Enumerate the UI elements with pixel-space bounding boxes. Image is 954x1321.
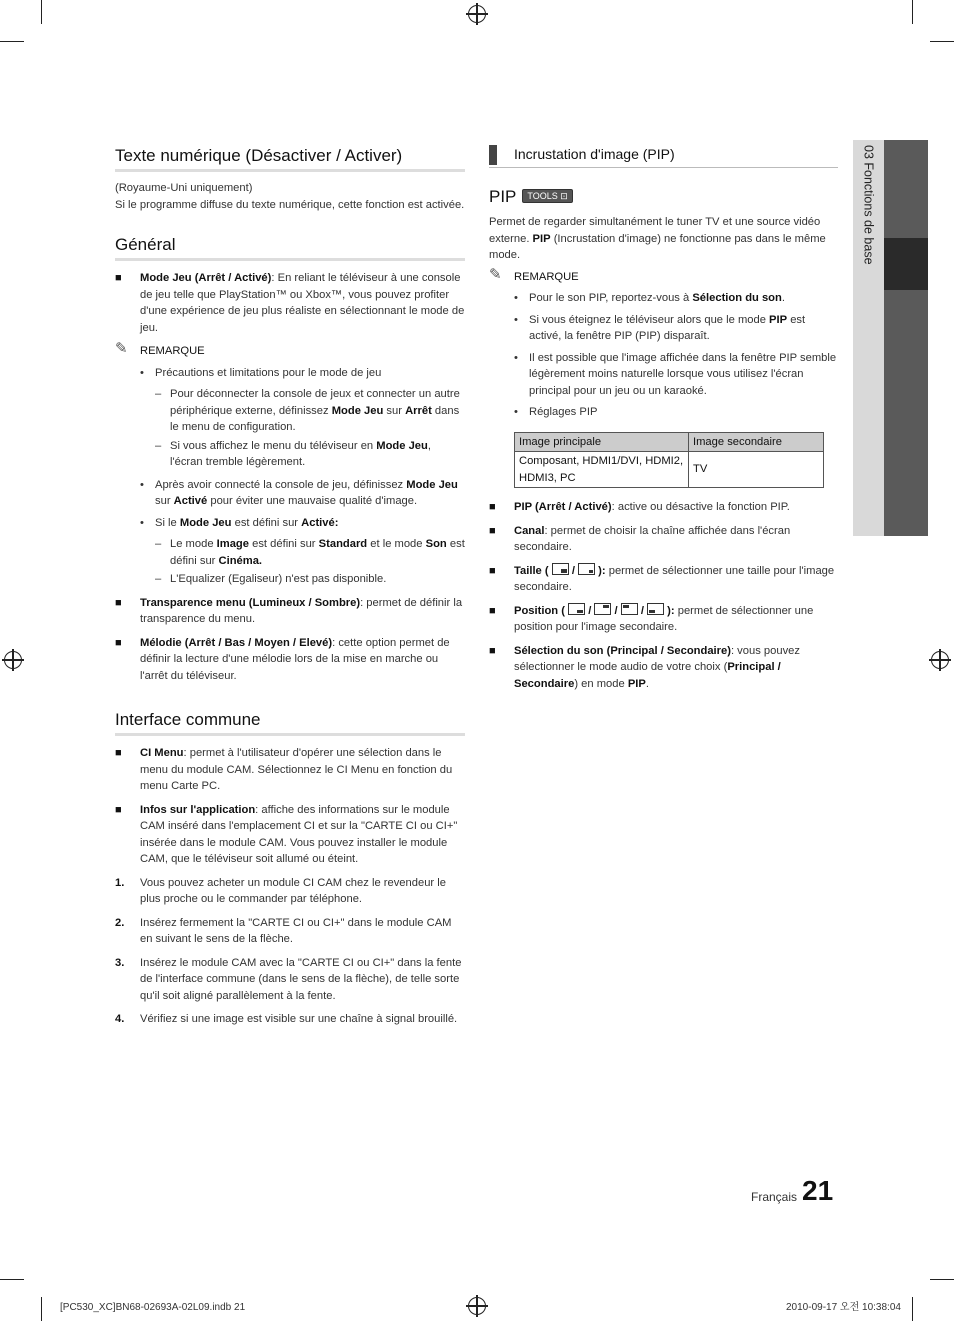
chapter-tab-marker <box>884 238 928 290</box>
page-number: 21 <box>802 1175 834 1206</box>
bullet-item: • Si vous éteignez le téléviseur alors que le mode PIP est activé, la fenêtre PIP (PIP) disparaît. <box>514 313 806 342</box>
step-item: 4. Vérifiez si une image est visible sur une chaîne à signal brouillé. <box>115 1013 458 1025</box>
pip-size-small-icon <box>578 563 595 575</box>
pip-description: Permet de regarder simultanément le tuner TV et une source vidéo externe. PIP (Incrustation d'image) ne fonctionne pas dans le même mode. <box>489 216 826 261</box>
note-heading: ✎ REMARQUE <box>115 340 205 357</box>
registration-mark-icon <box>931 651 949 669</box>
bullet-item: • Après avoir connecté la console de jeu, définissez Mode Jeu sur Activé pour éviter une mauvaise qualité d'image. <box>140 478 458 507</box>
chapter-tab-band <box>884 140 928 536</box>
chapter-label: 03 Fonctions de base <box>861 145 876 265</box>
registration-mark-icon <box>468 5 486 23</box>
list-item-channel: ■ Canal: permet de choisir la chaîne affichée dans l'écran secondaire. <box>489 524 791 553</box>
tools-button-icon: TOOLS ⊡ <box>522 189 572 203</box>
digital-text-description: Si le programme diffuse du texte numérique, cette fonction est activée. <box>115 198 465 211</box>
bullet-item: • Réglages PIP <box>514 406 598 418</box>
table-header: Image principale <box>515 432 689 452</box>
bullet-item: • Si le Mode Jeu est défini sur Activé: <box>140 516 339 529</box>
pip-bottom-left-icon <box>647 603 664 615</box>
list-item-size: ■ Taille ( / ): permet de sélectionner une taille pour l'image secondaire. <box>489 564 835 593</box>
pip-title: PIP TOOLS ⊡ <box>489 186 838 208</box>
pip-top-left-icon <box>621 603 638 615</box>
bullet-item: • Il est possible que l'image affichée dans la fenêtre PIP semble légèrement moins naturelle lorsque vous utilisez l'écran principal pour un jeu ou un karaoké. <box>514 351 837 397</box>
pencil-icon: ✎ <box>115 340 128 357</box>
dash-item: – Le mode Image est défini sur Standard et le mode Son est défini sur Cinéma. <box>155 538 465 567</box>
step-item: 3. Insérez le module CAM avec la "CARTE CI ou CI+" dans la fente de l'interface commune (dans le sens de la flèche), de telle sorte qu'il soit aligné parallèlement à la fente. <box>115 956 462 1002</box>
step-item: 1. Vous pouvez acheter un module CI CAM chez le revendeur le plus proche ou le commander par téléphone. <box>115 876 446 905</box>
section-title-digital-text: Texte numérique (Désactiver / Activer) <box>115 146 465 172</box>
bullet-item: • Précautions et limitations pour le mode de jeu <box>140 366 382 379</box>
pip-bottom-right-icon <box>568 603 585 615</box>
table-cell: TV <box>689 452 824 488</box>
pip-settings-table <box>514 432 824 489</box>
step-item: 2. Insérez fermement la "CARTE CI ou CI+" dans le module CAM en suivant le sens de la flèche. <box>115 916 452 945</box>
dash-item: – Pour déconnecter la console de jeux et connecter un autre périphérique externe, définissez Mode Jeu sur Arrêt dans le menu de configuration. <box>155 388 460 433</box>
table-header: Image secondaire <box>689 432 824 452</box>
pip-size-large-icon <box>552 563 569 575</box>
section-title-general: Général <box>115 235 465 261</box>
dash-item: – L'Equalizer (Egaliseur) n'est pas disponible. <box>155 573 387 585</box>
list-item-menu-transparency: ■ Transparence menu (Lumineux / Sombre): permet de définir la transparence du menu. <box>115 596 463 625</box>
note-heading: ✎ REMARQUE <box>489 265 579 283</box>
list-item-melody: ■ Mélodie (Arrêt / Bas / Moyen / Elevé): cette option permet de définir la lecture d'une mélodie lors de la mise en marche ou l'arrêt du téléviseur. <box>115 636 450 682</box>
list-item-game-mode: ■ Mode Jeu (Arrêt / Activé): En reliant le téléviseur à une console de jeu telle que PlayStation™ ou Xbox™, vous pouvez profiter d'une expérience de jeu plus réaliste en sélectionnant le mode de jeu. <box>115 272 465 334</box>
region-note: (Royaume-Uni uniquement) <box>115 182 253 194</box>
print-date: 2010-09-17 오전 10:38:04 <box>786 1302 901 1313</box>
registration-mark-icon <box>4 651 22 669</box>
right-column <box>489 145 838 699</box>
section-header-pip: Incrustation d'image (PIP) <box>489 145 838 168</box>
list-item-app-info: ■ Infos sur l'application: affiche des informations sur le module CAM inséré dans l'emplacement CI et sur la "CARTE CI ou CI+" insérée dans le module CAM. Vous pouvez installer le module CAM, que le téléviseur soit allumé ou éteint. <box>115 803 458 865</box>
header-bar-icon <box>489 145 497 165</box>
language-label: Français <box>751 1190 798 1204</box>
pip-top-right-icon <box>594 603 611 615</box>
list-item-pip-toggle: ■ PIP (Arrêt / Activé): active ou désactive la fonction PIP. <box>489 501 790 513</box>
table-cell: Composant, HDMI1/DVI, HDMI2, HDMI3, PC <box>515 452 689 488</box>
left-column <box>115 146 465 1035</box>
file-slug: [PC530_XC]BN68-02693A-02L09.indb 21 <box>60 1302 246 1313</box>
list-item-sound-select: ■ Sélection du son (Principal / Secondaire): vous pouvez sélectionner le mode audio de votre choix (Principal / Secondaire) en mode PIP. <box>489 644 801 690</box>
bullet-item: • Pour le son PIP, reportez-vous à Sélection du son. <box>514 292 785 304</box>
registration-mark-icon <box>468 1297 486 1315</box>
list-item-position: ■ Position ( / / / ): permet de sélectionner une position pour l'image secondaire. <box>489 604 814 633</box>
list-item-ci-menu: ■ CI Menu: permet à l'utilisateur d'opérer une sélection dans le menu du module CAM. Sélectionnez le CI Menu en fonction du menu Carte PC. <box>115 747 453 792</box>
section-title-common-interface: Interface commune <box>115 710 465 736</box>
dash-item: – Si vous affichez le menu du téléviseur en Mode Jeu, l'écran tremble légèrement. <box>155 439 431 468</box>
pencil-icon: ✎ <box>489 265 502 283</box>
